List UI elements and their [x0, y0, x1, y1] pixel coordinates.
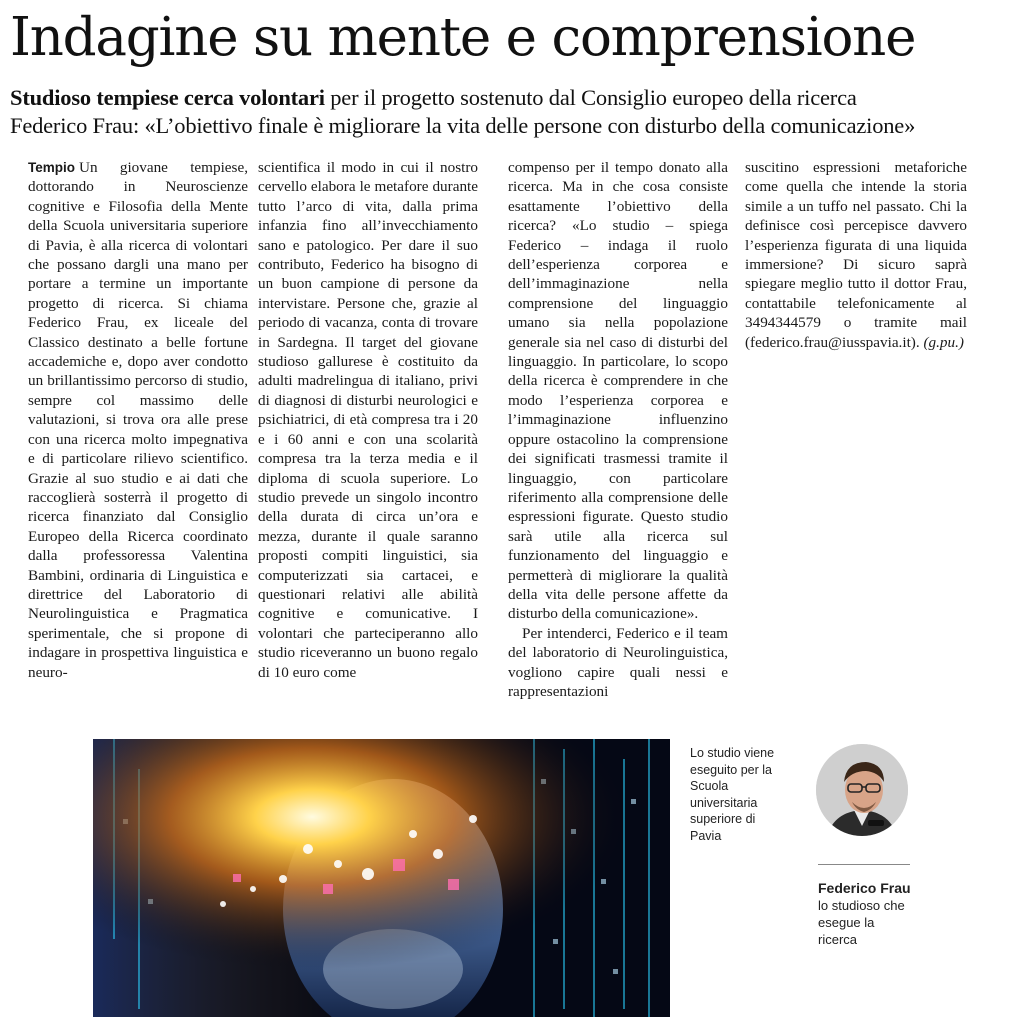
signature: (g.pu.) — [923, 333, 964, 351]
column-1-text: Un giovane tempiese, dottorando in Neuroscienze cognitive e Filosofia della Mente della Scuola universitaria superiore di Pavia, è alla ricerca di volontari che possano dargli una mano per portare a termine un importante progetto di ricerca. Si chiama Federico Frau, ex liceale del Classico destinato a belle fortune accademiche e, dopo aver condotto un brillantissimo percorso di studio, sempre col massimo delle valutazioni, si trova ora alle prese con una ricerca molto impegnativa e di particolare rilievo scientifico. Grazie al suo studio e ai dati che raccoglierà sosterrà il progetto di ricerca finanziato dal Consiglio Europeo della Ricerca coordinato dalla professoressa Valentina Bambini, ordinaria di Linguistica e direttrice del Laboratorio di Neurolinguistica e Pragmatica sperimentale, che si propone di indagare in prospettiva linguistica e neuro- — [28, 159, 248, 681]
headline: Indagine su mente e comprensione — [10, 7, 916, 68]
subheadline-line-2: Federico Frau: «L’obiettivo finale è migliorare la vita delle persone con disturbo della comunicazione» — [10, 113, 916, 138]
portrait-role: lo studioso che esegue la ricerca — [818, 898, 905, 947]
article-column-3 — [508, 158, 728, 723]
article-column-2 — [258, 158, 478, 723]
portrait-name: Federico Frau — [818, 880, 911, 896]
column-3-paragraph-2: Per intenderci, Federico e il team del laboratorio di Neurolinguistica, vogliono capire quali nessi e rappresentazioni — [508, 624, 728, 700]
photo-caption: Lo studio viene eseguito per la Scuola universitaria superiore di Pavia — [690, 746, 775, 843]
column-3-paragraph-1: compenso per il tempo donato alla ricerca. Ma in che cosa consiste esattamente l’obiettivo della ricerca? «Lo studio – spiega Federico – indaga il ruolo dell’esperienza corporea e dell’immaginazione nella comprensione del linguaggio umano sia nella popolazione generale sia nel caso di disturbi del linguaggio. In particolare, lo scopo della ricerca è comprendere in che modo l’esperienza corporea e l’immaginazione influenzino oppure ostacolino la comprensione dei significati trasmessi tramite il linguaggio, con particolare riferimento alla comprensione delle espressioni figurate. Questo studio sarà utile alla ricerca sul funzionamento del linguaggio e permetterà di migliorare la qualità della vita delle persone affette da disturbo della comunicazione». — [508, 159, 728, 623]
article-column-4 — [745, 158, 967, 723]
article-column-1 — [28, 158, 248, 723]
portrait-photo — [812, 740, 912, 840]
subheadline — [10, 84, 1005, 140]
subheadline-rest: per il progetto sostenuto dal Consiglio europeo della ricerca — [324, 85, 857, 110]
column-4-text: suscitino espressioni metaforiche come quella che intende la storia simile a un tuffo nel passato. Chi la definisce così percepisce davvero l’esperienza figurata di una liquida immersione? Di sicuro saprà spiegare meglio tutto il dottor Frau, contattabile telefonicamente al 3494344579 o tramite mail (federico.frau@iusspavia.it). — [745, 159, 967, 351]
portrait-divider — [818, 864, 910, 865]
brain-illustration-photo — [93, 739, 670, 1017]
kicker: Tempio — [28, 160, 75, 175]
column-2-text: scientifica il modo in cui il nostro cervello elabora le metafore durante tutto l’arco di vita, dalla prima infanzia fino all’invecchiamento sano e patologico. Per dare il suo contributo, Federico ha bisogno di un buon campione di persone da intervistare. Persone che, grazie al periodo di vacanza, conta di trovare in Sardegna. Il target del giovane studioso gallurese è costituito da adulti madrelingua di italiano, privi di diagnosi di disturbi neurologici e psichiatrici, di età compresa tra i 20 e i 60 anni e con una scolarità compresa tra la terza media e il diploma di scuola superiore. Lo studio prevede un singolo incontro della durata di circa un’ora e mezza, durante il quale saranno proposti compiti linguistici, sia computerizzati sia cartacei, e questionari relativi alle abilità cognitive e comunicative. I volontari che parteciperanno allo studio riceveranno un buono regalo di 10 euro come — [258, 159, 478, 681]
portrait-caption — [818, 880, 913, 948]
subheadline-bold: Studioso tempiese cerca volontari — [10, 85, 325, 110]
subheadline-line-1 — [10, 84, 1005, 112]
brain-illustration — [93, 739, 670, 1017]
